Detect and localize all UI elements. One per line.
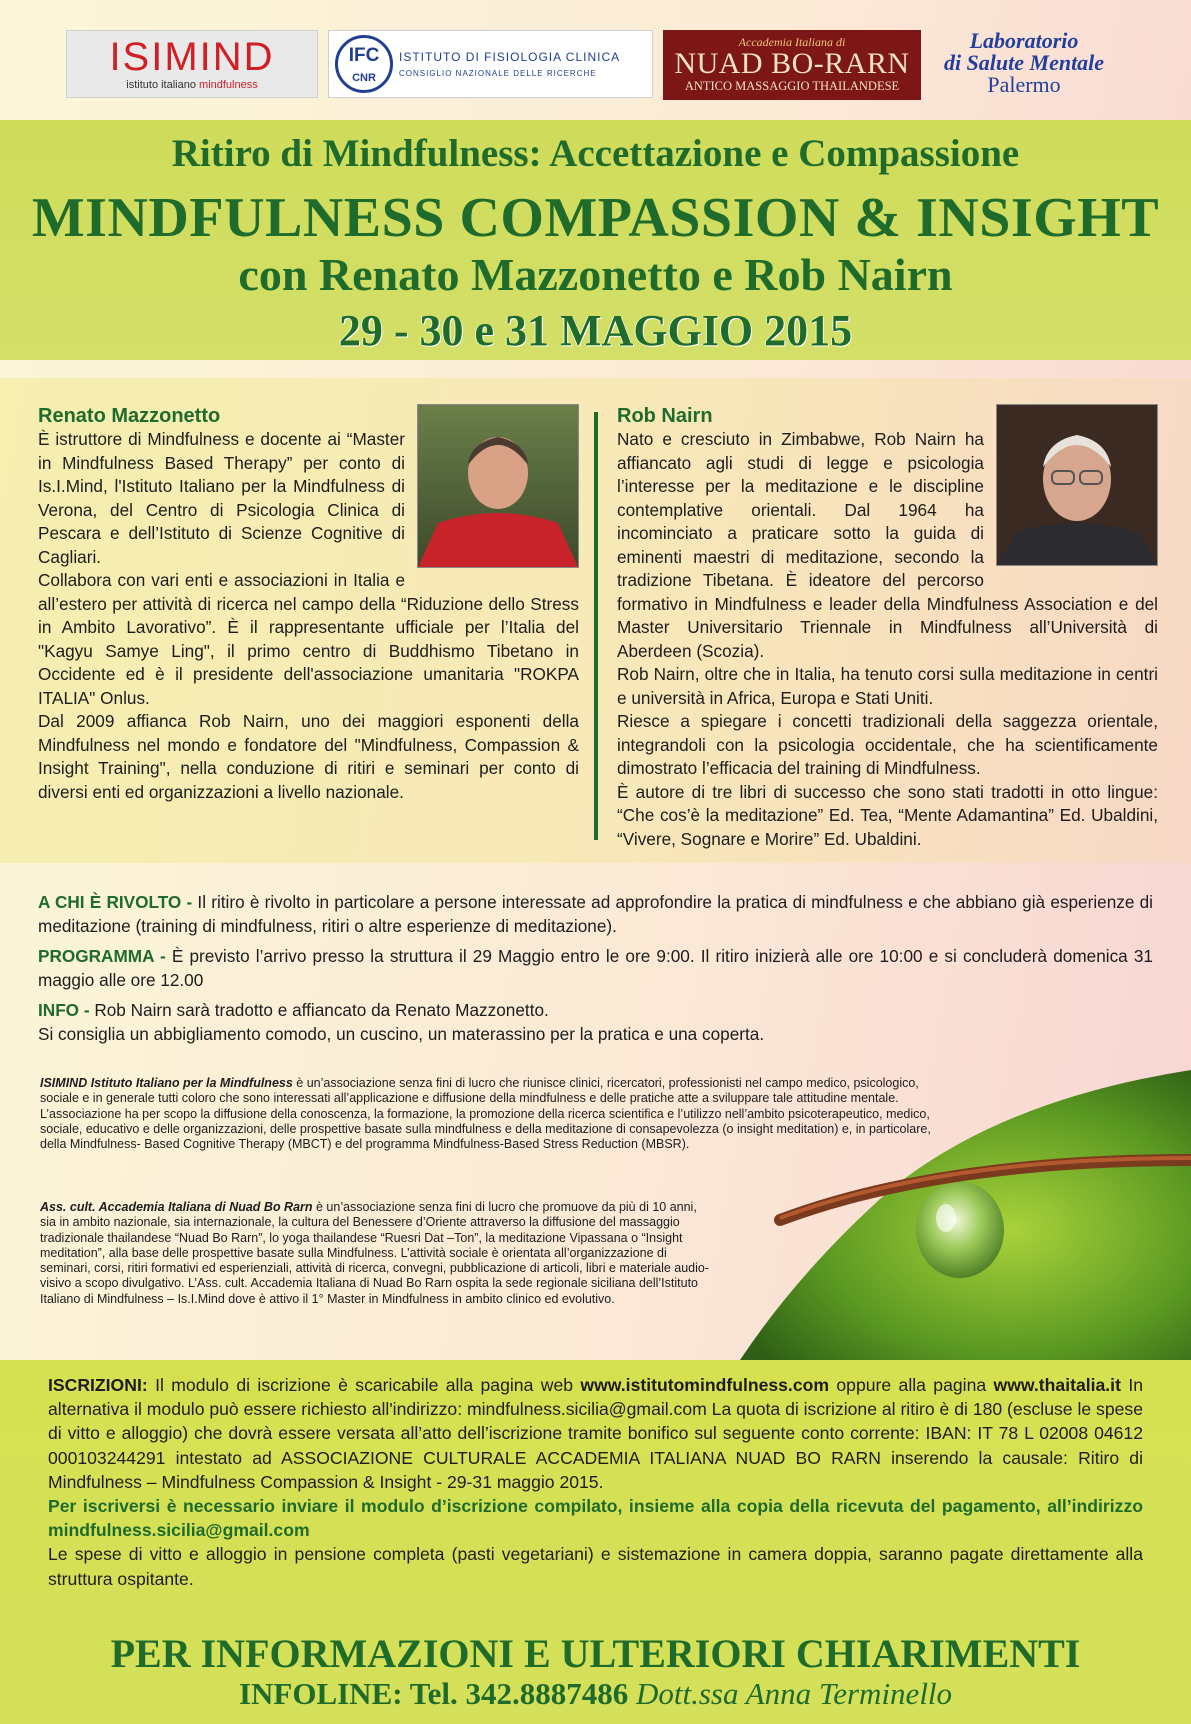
event-subtitle: Ritiro di Mindfulness: Accettazione e Compassione [171, 132, 1020, 175]
bio-right-p4: È autore di tre libri di successo che sono stati tradotti in otto lingue: “Che cos’è la meditazione” Ed. Tea, “Mente Adamantina” Ed. Ubaldini, “Vivere, Sognare e Morire” Ed. Ubaldini. [617, 781, 1158, 849]
lab-logo-line2: di Salute Mentale [943, 50, 1105, 75]
nuad-logo-line3: ANTICO MASSAGGIO THAILANDESE [684, 79, 900, 93]
nuad-name: Ass. cult. Accademia Italiana di Nuad Bo Rarn [40, 1200, 313, 1214]
program-label: PROGRAMMA - [38, 946, 166, 966]
isimind-name: ISIMIND Istituto Italiano per la Mindfulness [40, 1076, 293, 1090]
associations-section [0, 1070, 1191, 1360]
isimind-website-link[interactable]: www.istitutomindfulness.com [580, 1375, 829, 1395]
registration-t2: oppure alla pagina [829, 1375, 994, 1395]
nuad-logo-line2: NUAD BO-RARN [674, 47, 910, 80]
bio-rob-nairn [617, 404, 1158, 851]
target-label: A CHI È RIVOLTO - [38, 892, 193, 912]
bio-divider [594, 412, 598, 840]
ifc-logo-subname: CONSIGLIO NAZIONALE DELLE RICERCHE [399, 69, 597, 78]
footer-heading: PER INFORMAZIONI E ULTERIORI CHIARIMENTI [110, 1631, 1081, 1676]
isimind-logo-subtitle: istituto italiano mindfulness [126, 79, 258, 91]
registration-t3: In alternativa il modulo può essere richiesto all'indirizzo: mindfulness.sicilia@gmail.com La quota di iscrizione al ritiro è di 180 (escluse le spese di vitto e alloggio) che dovrà essere versata all’atto dell’iscrizione tramite bonifico sul seguente conto corrente: IBAN: IT 78 L 02008 04612 000103244291 intestato ad ASSOCIAZIONE CULTURALE ACCADEMIA ITALIANA NUAD BO RARN inserendo la causale: Ritiro di Mindfulness – Mindfulness Compassion & Insight - 29-31 maggio 2015. [48, 1375, 1143, 1492]
thaitalia-website-link[interactable]: www.thaitalia.it [993, 1375, 1121, 1395]
lab-logo-line3: Palermo [987, 72, 1061, 97]
bio-left-name: Renato Mazzonetto [38, 405, 221, 427]
event-speakers: con Renato Mazzonetto e Rob Nairn [238, 249, 953, 300]
event-date: 29 - 30 e 31 MAGGIO 2015 [338, 306, 853, 355]
registration-label: ISCRIZIONI: [48, 1375, 148, 1395]
bio-right-name: Rob Nairn [617, 405, 713, 427]
info-text: Rob Nairn sarà tradotto e affiancato da Renato Mazzonetto. [89, 1000, 549, 1020]
registration-text [48, 1373, 1143, 1591]
logo-bar [0, 0, 1191, 118]
isimind-logo-mark: ISIMIND [109, 35, 275, 79]
nuad-logo-line1: Accademia Italiana di [738, 35, 846, 49]
infoline-phone: INFOLINE: Tel. 342.8887486 [238, 1676, 629, 1711]
infoline-contact: Dott.ssa Anna Terminello [635, 1676, 953, 1711]
rob-nairn-photo [996, 404, 1158, 566]
footer-infoline [0, 1676, 1191, 1712]
isimind-logo [66, 30, 318, 98]
event-title: MINDFULNESS COMPASSION & INSIGHT [31, 187, 1160, 249]
info-text-2: Si consiglia un abbigliamento comodo, un cuscino, un materassino per la pratica e una coperta. [38, 1024, 765, 1044]
bio-right-p1: Nato e cresciuto in Zimbabwe, Rob Nairn ha affiancato agli studi di legge e psicologia l’interesse per la meditazione e le discipline contemplative orientali. Dal 1964 ha incominciato a praticare sotto la guida di eminenti maestri di meditazione, secondo la tradizione Tibetana. È ideatore del percorso formativo in Mindfulness e leader della Mindfulness Association e del Master Universitario Triennale in Mindfulness all’Università di Aberdeen (Scozia). [617, 429, 1158, 661]
ifc-cnr-logo [328, 30, 653, 98]
bio-left-p3: Dal 2009 affianca Rob Nairn, uno dei maggiori esponenti della Mindfulness nel mondo e fondatore del "Mindfulness, Compassion & Insight Training", nella conduzione di ritiri e seminari per conto di diversi enti ed organizzazioni a livello nazionale. [38, 711, 579, 802]
registration-bold-note: Per iscriversi è necessario inviare il modulo d’iscrizione compilato, insieme alla copia della ricevuta del pagamento, all’indirizzo mindfulness.sicilia@gmail.com [48, 1496, 1143, 1541]
lab-logo-line1: Laboratorio [969, 28, 1079, 53]
bio-renato-mazzonetto [38, 404, 579, 804]
target-paragraph [38, 890, 1153, 938]
header-band [0, 120, 1191, 360]
nuad-bo-rarn-logo [663, 30, 921, 100]
ifc-emblem-icon: IFC CNR [335, 35, 393, 93]
laboratorio-logo [926, 30, 1122, 96]
info-paragraph [38, 998, 1153, 1022]
registration-paragraph [48, 1373, 1143, 1494]
registration-lodging-note: Le spese di vitto e alloggio in pensione completa (pasti vegetariani) e sistemazione in camera doppia, saranno pagate direttamente alla struttura ospitante. [48, 1544, 1143, 1589]
registration-t1: Il modulo di iscrizione è scaricabile alla pagina web [147, 1375, 581, 1395]
registration-section [0, 1360, 1191, 1724]
nuad-text: è un’associazione senza fini di lucro che promuove da più di 10 anni, sia in ambito nazionale, sia internazionale, la cultura del Benessere d’Oriente attraverso la diffusione del massaggio tradizionale thailandese “Nuad Bo Rarn”, lo yoga thailandese “Ruesri Dat –Ton”, la meditazione Vipassana o “Insight meditation”, alla base delle prospettive basate sulla Mindfulness. L’attività sociale è orientata all’organizzazione di seminari, corsi, ritiri formativi ed esperienziali, attività di ricerca, convegni, pubblicazione di articoli, libri e materiale audio-visivo a scopo divulgativo. L’Ass. cult. Accademia Italiana di Nuad Bo Rarn ospita la sede regionale siciliana dell’Istituto Italiano di Mindfulness – Is.I.Mind dove è attivo il 1° Master in Mindfulness in ambito clinico ed evolutivo. [40, 1200, 710, 1306]
bio-left-p1: È istruttore di Mindfulness e docente ai “Master in Mindfulness Based Therapy” per conto di Is.I.Mind, l'Istituto Italiano per la Mindfulness di Verona, del Centro di Psicologia Clinica di Pescara e dell’Istituto di Scienze Cognitive di Cagliari. [38, 429, 405, 567]
renato-mazzonetto-photo [417, 404, 579, 568]
bio-right-p3: Riesce a spiegare i concetti tradizionali della saggezza orientale, integrandoli con la psicologia occidentale, che ha scientificamente dimostrato l’efficacia del training di Mindfulness. [617, 711, 1158, 778]
bio-left-p2: Collabora con vari enti e associazioni in Italia e all’estero per attività di ricerca nel campo della “Riduzione dello Stress in Ambito Lavorativo”. È il rappresentante ufficiale per l’Italia del "Kagyu Samye Ling", il primo centro di Buddhismo Tibetano in Occidente ed è il presidente dell'associazione umanitaria "ROKPA ITALIA" Onlus. [38, 570, 579, 708]
program-paragraph [38, 944, 1153, 992]
target-text: Il ritiro è rivolto in particolare a persone interessate ad approfondire la pratica di mindfulness e che abbiano già esperienze di meditazione (training di mindfulness, ritiri o altre esperienze di meditazione). [38, 892, 1153, 936]
nuad-description [40, 1200, 710, 1307]
info-section [38, 890, 1153, 1052]
ifc-logo-name: ISTITUTO DI FISIOLOGIA CLINICA [399, 50, 621, 64]
info-label: INFO - [38, 1000, 90, 1020]
isimind-text: è un’associazione senza fini di lucro che riunisce clinici, ricercatori, professionisti nel campo medico, psicologico, sociale e in generale tutti coloro che sono interessati all’applicazione e diffusione della mindfulness e delle pratiche atte a sviluppare tale attitudine mentale. L’associazione ha per scopo la diffusione della conoscenza, la formazione, la promozione della ricerca scientifica e l’utilizzo nell’ambito psicoterapeutico, medico, sociale, educativo e delle organizzazioni, delle prospettive basate sulla mindfulness e della meditazione di consapevolezza (o insight meditation) e, in particolare, della Mindfulness- Based Cognitive Therapy (MBCT) e del programma Mindfulness-Based Stress Reduction (MBSR). [40, 1076, 931, 1152]
bio-right-p2: Rob Nairn, oltre che in Italia, ha tenuto corsi sulla meditazione in centri e università in Africa, Europa e Stati Uniti. [617, 664, 1158, 708]
program-text: È previsto l’arrivo presso la struttura il 29 Maggio entro le ore 9:00. Il ritiro inizierà alle ore 10:00 e si concluderà domenica 31 maggio alle ore 12.00 [38, 946, 1153, 990]
isimind-description [40, 1076, 940, 1152]
